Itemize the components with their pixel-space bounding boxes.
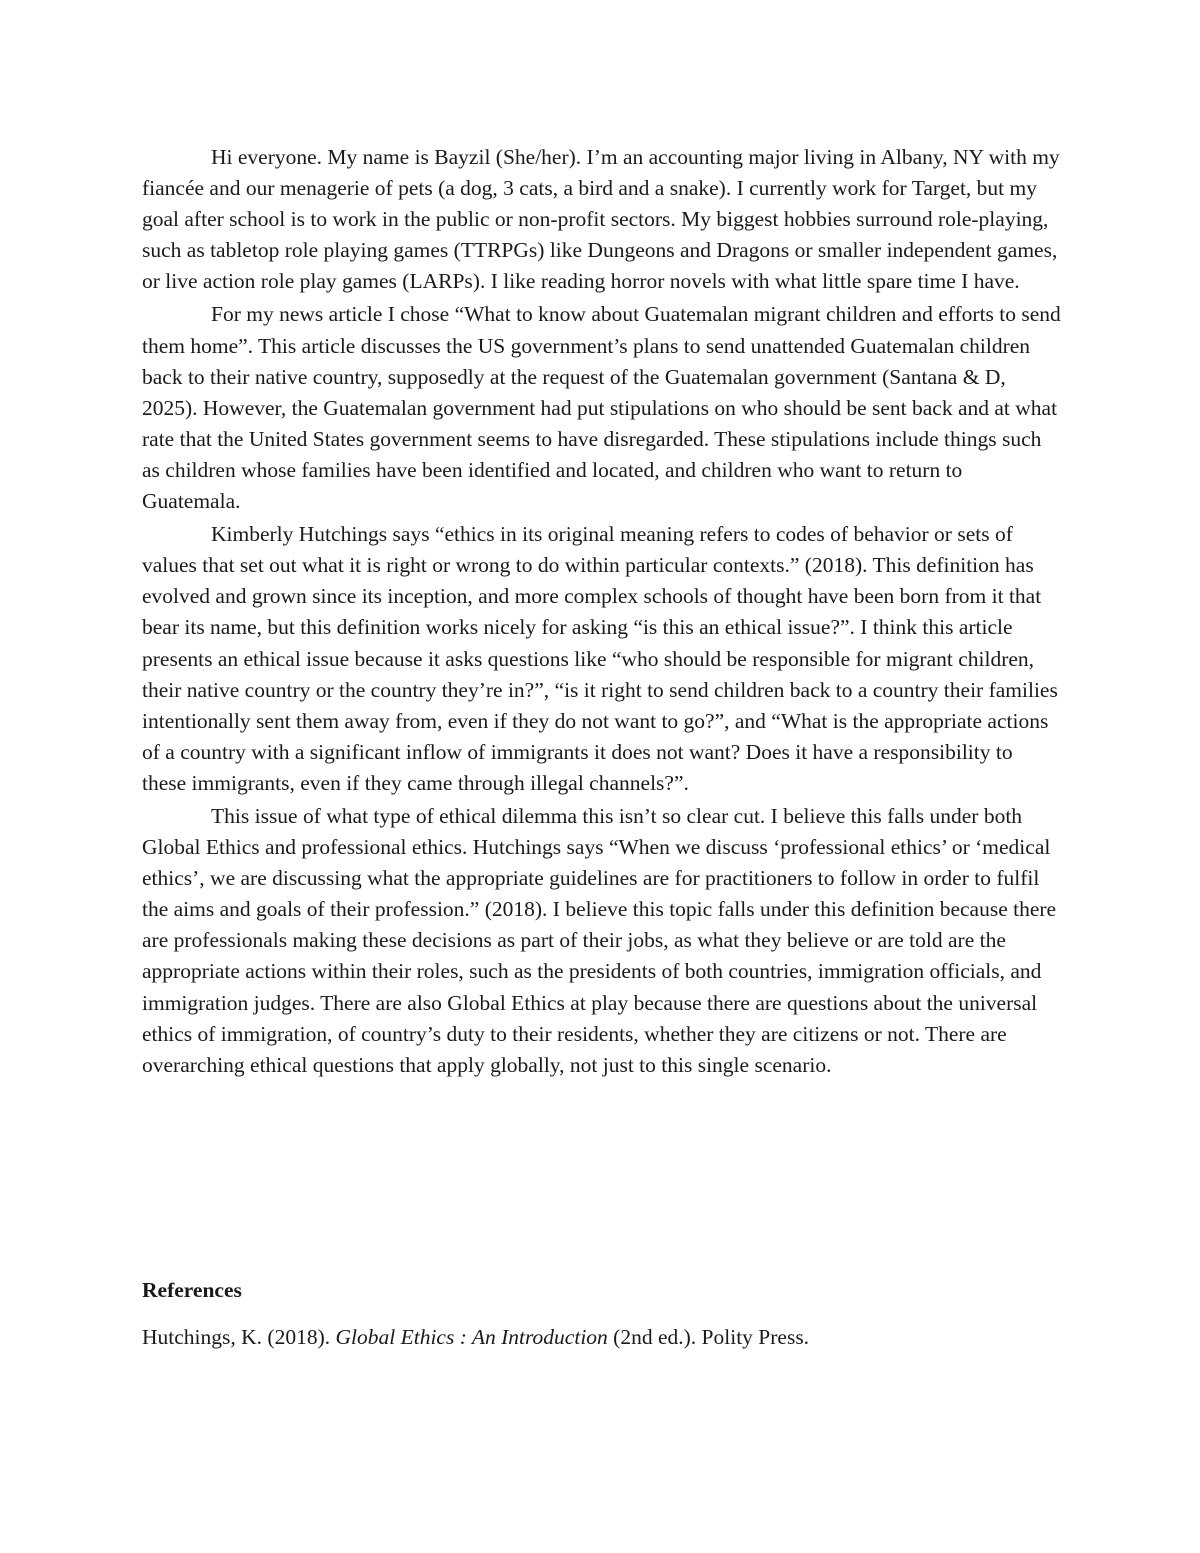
references-heading: References [142, 1278, 242, 1302]
reference-author-year: Hutchings, K. (2018). [142, 1325, 336, 1350]
reference-publisher: (2nd ed.). Polity Press. [607, 1325, 810, 1350]
references-section [142, 1275, 1062, 1353]
document-body [142, 142, 1062, 1083]
paragraph-introduction: Hi everyone. My name is Bayzil (She/her). I’m an accounting major living in Albany, NY with my fiancée and our menagerie of pets (a dog, 3 cats, a bird and a snake). I currently work for Target, but my goal after school is to work in the public or non-profit sectors. My biggest hobbies surround role-playing, such as tabletop role playing games (TTRPGs) like Dungeons and Dragons or smaller independent games, or live action role play games (LARPs). I like reading horror novels with what little spare time I have. [142, 145, 1060, 294]
paragraph-ethical-dilemma: This issue of what type of ethical dilemma this isn’t so clear cut. I believe this falls under both Global Ethics and professional ethics. Hutchings says “When we discuss ‘professional ethics’ or ‘medical ethics’, we are discussing what the appropriate guidelines are for practitioners to follow in order to fulfil the aims and goals of their profession.” (2018). I believe this topic falls under this definition because there are professionals making these decisions as part of their jobs, as what they believe or are told are the appropriate actions within their roles, such as the presidents of both countries, immigration officials, and immigration judges. There are also Global Ethics at play because there are questions about the universal ethics of immigration, of country’s duty to their residents, whether they are citizens or not. There are overarching ethical questions that apply globally, not just to this single scenario. [142, 803, 1057, 1077]
reference-title: Global Ethics : An Introduction [335, 1325, 608, 1350]
paragraph-ethics-definition: Kimberly Hutchings says “ethics in its original meaning refers to codes of behavior or sets of values that set out what it is right or wrong to do within particular contexts.” (2018). This definition has evolved and grown since its inception, and more complex schools of thought have been born from it that bear its name, but this definition works nicely for asking “is this an ethical issue?”. I think this article presents an ethical issue because it asks questions like “who should be responsible for migrant children, their native country or the country they’re in?”, “is it right to send children back to a country their families intentionally sent them away from, even if they do not want to go?”, and “What is the appropriate actions of a country with a significant inflow of immigrants it does not want? Does it have a responsibility to these immigrants, even if they came through illegal channels?”. [142, 522, 1058, 795]
reference-entry [142, 1322, 1062, 1353]
paragraph-news-article: For my news article I chose “What to know about Guatemalan migrant children and efforts to send them home”. This article discusses the US government’s plans to send unattended Guatemalan children back to their native country, supposedly at the request of the Guatemalan government (Santana & D, 2025). However, the Guatemalan government had put stipulations on who should be sent back and at what rate that the United States government seems to have disregarded. These stipulations include things such as children whose families have been identified and located, and children who want to return to Guatemala. [142, 302, 1061, 514]
